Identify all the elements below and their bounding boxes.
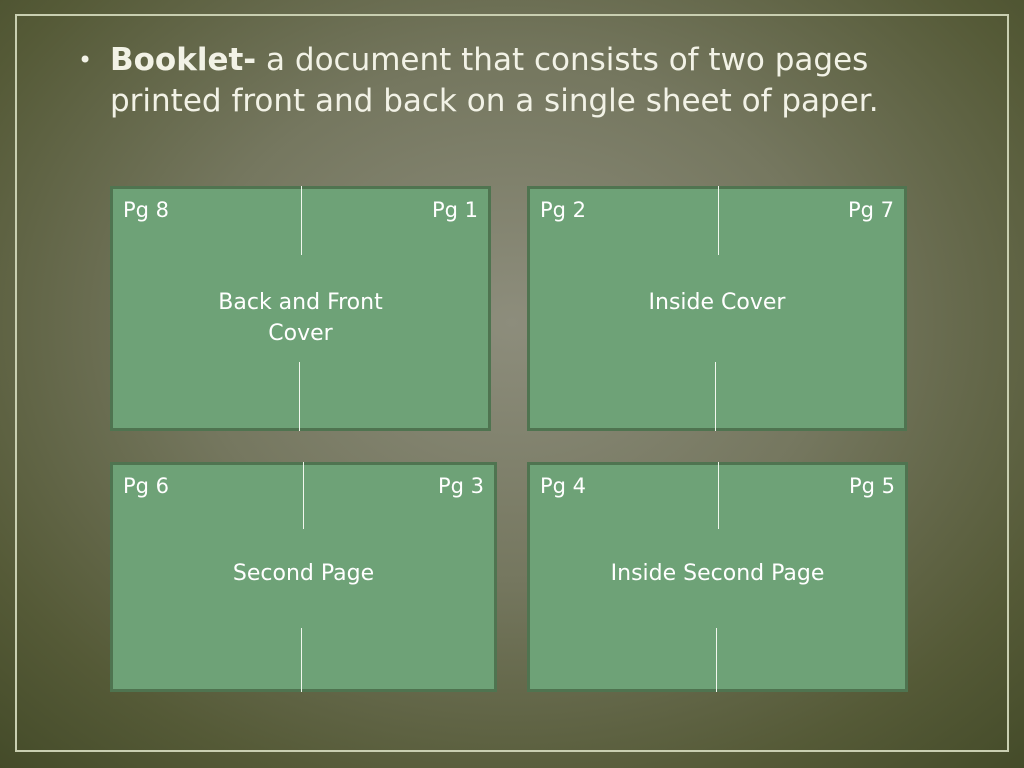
bullet-text — [110, 40, 978, 122]
booklet-panel — [110, 462, 497, 692]
term-label: Booklet- — [110, 42, 257, 78]
bullet-dot-icon: • — [78, 46, 93, 74]
fold-line-top — [718, 186, 719, 255]
panel-caption: Second Page — [232, 561, 375, 586]
left-page-label: Pg 6 — [123, 474, 170, 498]
right-page-label: Pg 1 — [431, 198, 478, 222]
panel-caption: Inside Cover — [648, 290, 786, 315]
fold-line-bottom — [299, 362, 300, 431]
fold-line-bottom — [716, 628, 717, 692]
fold-line-bottom — [301, 628, 302, 692]
fold-line-top — [718, 462, 719, 529]
left-page-label: Pg 2 — [540, 198, 587, 222]
right-page-label: Pg 5 — [848, 474, 895, 498]
panel-caption: Inside Second Page — [610, 561, 825, 586]
bullet-item — [78, 40, 978, 122]
left-page-label: Pg 8 — [123, 198, 170, 222]
term-definition: a document that consists of two pages printed front and back on a single sheet of paper. — [110, 42, 879, 119]
fold-line-bottom — [715, 362, 716, 431]
left-page-label: Pg 4 — [540, 474, 587, 498]
booklet-panel — [110, 186, 491, 431]
booklet-panel — [527, 462, 908, 692]
right-page-label: Pg 3 — [437, 474, 484, 498]
panel-caption: Back and Front Cover — [218, 290, 383, 346]
right-page-label: Pg 7 — [847, 198, 894, 222]
fold-line-top — [303, 462, 304, 529]
fold-line-top — [301, 186, 302, 255]
booklet-panel — [527, 186, 907, 431]
